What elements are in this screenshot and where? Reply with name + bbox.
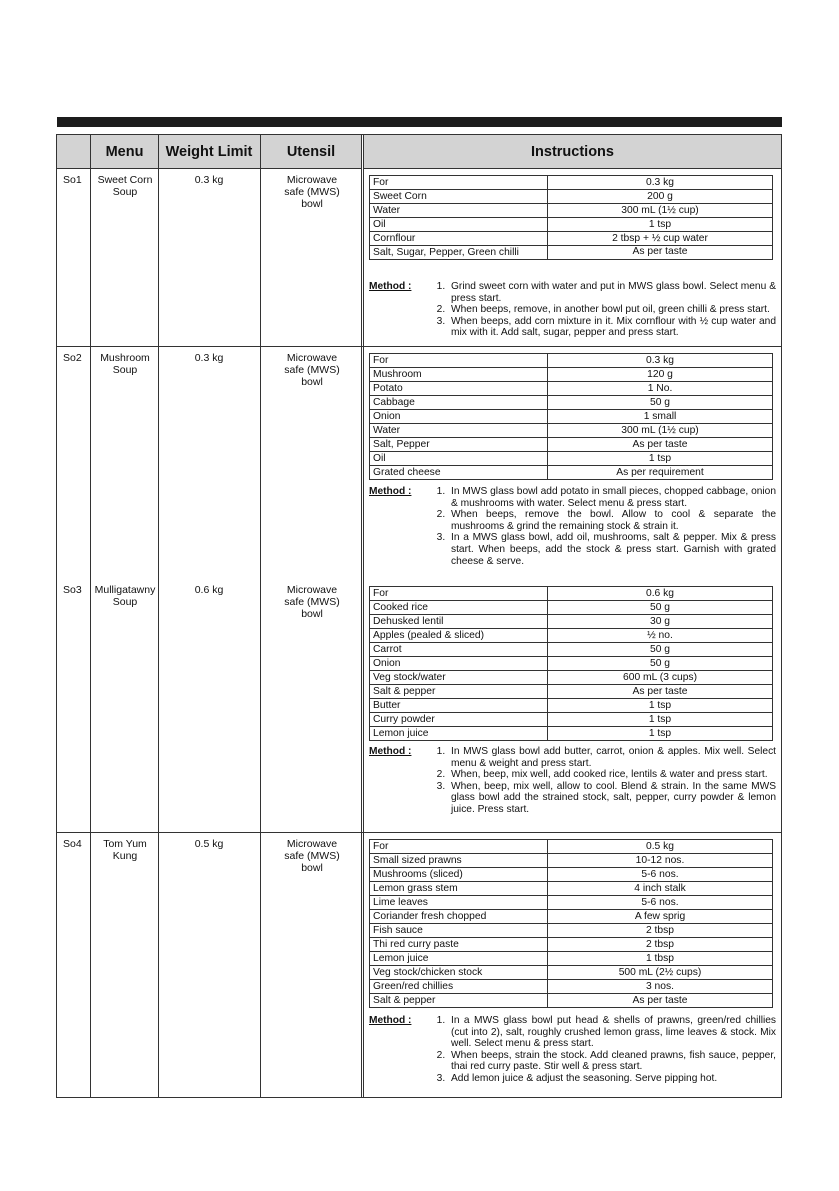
recipe-code: So2 <box>63 352 82 364</box>
ingredient-row <box>370 452 773 466</box>
ingredient-quantity: 1 tsp <box>548 452 773 466</box>
ingredient-name: For <box>370 354 548 368</box>
ingredient-name: Veg stock/water <box>370 671 548 685</box>
ingredient-quantity: 1 No. <box>548 382 773 396</box>
ingredient-quantity: 5-6 nos. <box>548 868 773 882</box>
recipe-code: So1 <box>63 174 82 186</box>
method-step: 2. When beeps, strain the stock. Add cleaned prawns, fish sauce, pepper, thai red curry paste. Stir well & press start. <box>448 1050 776 1073</box>
ingredient-quantity: As per taste <box>548 246 773 260</box>
ingredient-row <box>370 466 773 480</box>
ingredient-row <box>370 587 773 601</box>
method-step: 3. Add lemon juice & adjust the seasoning. Serve pipping hot. <box>448 1073 776 1085</box>
ingredient-row <box>370 896 773 910</box>
ingredient-quantity: 200 g <box>548 190 773 204</box>
ingredient-name: Mushroom <box>370 368 548 382</box>
recipe-name: Mulligatawny Soup <box>94 584 156 608</box>
ingredient-name: Lime leaves <box>370 896 548 910</box>
ingredient-name: Onion <box>370 410 548 424</box>
ingredient-quantity: 0.6 kg <box>548 587 773 601</box>
ingredient-name: Oil <box>370 452 548 466</box>
ingredient-name: Thi red curry paste <box>370 938 548 952</box>
ingredient-name: Coriander fresh chopped <box>370 910 548 924</box>
weight-limit: 0.6 kg <box>194 584 224 596</box>
method-step: 1. In a MWS glass bowl put head & shells of prawns, green/red chillies (cut into 2), salt, roughly crushed lemon grass, lime leaves & stock. Mix well. Select menu & press start. <box>448 1015 776 1050</box>
ingredient-quantity: As per taste <box>548 438 773 452</box>
ingredients-table <box>369 175 773 260</box>
ingredient-quantity: 3 nos. <box>548 980 773 994</box>
utensil: Microwave safe (MWS) bowl <box>284 584 340 620</box>
ingredient-name: Oil <box>370 218 548 232</box>
ingredient-row <box>370 424 773 438</box>
ingredient-row <box>370 713 773 727</box>
ingredient-row <box>370 671 773 685</box>
ingredient-quantity: 1 tsp <box>548 713 773 727</box>
ingredients-table <box>369 586 773 741</box>
ingredient-name: Green/red chillies <box>370 980 548 994</box>
ingredient-quantity: 1 tbsp <box>548 952 773 966</box>
column-divider <box>158 135 159 1097</box>
header-weight-limit: Weight Limit <box>158 135 260 169</box>
method-label: Method : <box>369 1015 412 1026</box>
ingredient-name: Potato <box>370 382 548 396</box>
method-step: 1. In MWS glass bowl add butter, carrot, onion & apples. Mix well. Select menu & weight and press start. <box>448 746 776 769</box>
ingredient-row <box>370 882 773 896</box>
ingredient-name: Lemon juice <box>370 727 548 741</box>
recipe-code: So3 <box>63 584 82 596</box>
row-divider <box>57 346 781 347</box>
utensil: Microwave safe (MWS) bowl <box>284 838 340 874</box>
utensil: Microwave safe (MWS) bowl <box>284 352 340 388</box>
ingredient-quantity: As per taste <box>548 685 773 699</box>
ingredient-quantity: As per taste <box>548 994 773 1008</box>
ingredient-name: Water <box>370 204 548 218</box>
weight-limit: 0.3 kg <box>194 174 224 186</box>
ingredient-row <box>370 924 773 938</box>
method-step: 2. When beeps, remove, in another bowl put oil, green chilli & press start. <box>448 304 776 316</box>
ingredient-row <box>370 176 773 190</box>
ingredient-name: Cooked rice <box>370 601 548 615</box>
ingredient-quantity: 0.3 kg <box>548 354 773 368</box>
ingredient-row <box>370 643 773 657</box>
ingredient-row <box>370 868 773 882</box>
ingredient-row <box>370 966 773 980</box>
ingredient-quantity: 2 tbsp <box>548 938 773 952</box>
ingredient-quantity: 1 tsp <box>548 699 773 713</box>
ingredient-quantity: 0.3 kg <box>548 176 773 190</box>
ingredient-quantity: 50 g <box>548 601 773 615</box>
ingredient-name: Small sized prawns <box>370 854 548 868</box>
ingredient-row <box>370 629 773 643</box>
ingredient-name: Cornflour <box>370 232 548 246</box>
ingredient-name: Sweet Corn <box>370 190 548 204</box>
ingredient-quantity: 5-6 nos. <box>548 896 773 910</box>
recipe-name: Tom Yum Kung <box>103 838 147 862</box>
recipe-name: Mushroom Soup <box>100 352 150 376</box>
ingredient-quantity: ½ no. <box>548 629 773 643</box>
ingredient-quantity: 0.5 kg <box>548 840 773 854</box>
ingredient-row <box>370 410 773 424</box>
ingredient-quantity: 500 mL (2½ cups) <box>548 966 773 980</box>
ingredient-quantity: 1 tsp <box>548 218 773 232</box>
method-label: Method : <box>369 746 412 757</box>
column-divider <box>90 135 91 1097</box>
ingredient-name: For <box>370 840 548 854</box>
header-code-cell <box>57 135 91 169</box>
method-step: 2. When, beep, mix well, add cooked rice, lentils & water and press start. <box>448 769 776 781</box>
ingredient-name: Curry powder <box>370 713 548 727</box>
ingredient-row <box>370 699 773 713</box>
ingredient-row <box>370 727 773 741</box>
ingredient-row <box>370 368 773 382</box>
ingredient-name: Cabbage <box>370 396 548 410</box>
ingredient-quantity: As per requirement <box>548 466 773 480</box>
ingredient-name: Onion <box>370 657 548 671</box>
method-step: 3. When beeps, add corn mixture in it. Mix cornflour with ½ cup water and mix with it. Add salt, sugar, pepper and press start. <box>448 316 776 339</box>
method-label: Method : <box>369 281 412 292</box>
ingredient-row <box>370 980 773 994</box>
ingredient-quantity: 4 inch stalk <box>548 882 773 896</box>
recipe-code: So4 <box>63 838 82 850</box>
ingredient-name: Apples (pealed & sliced) <box>370 629 548 643</box>
ingredient-row <box>370 952 773 966</box>
ingredient-row <box>370 685 773 699</box>
row-divider <box>57 832 781 833</box>
method-step: 2. When beeps, remove the bowl. Allow to cool & separate the mushrooms & grind the remaining stock & strain it. <box>448 509 776 532</box>
ingredient-row <box>370 438 773 452</box>
method-step: 3. When, beep, mix well, allow to cool. Blend & strain. In the same MWS glass bowl add the strained stock, salt, pepper, curry powder & lemon juice. Press start. <box>448 781 776 816</box>
recipe-table <box>56 134 782 1098</box>
column-divider <box>260 135 261 1097</box>
ingredient-quantity: 2 tbsp + ½ cup water <box>548 232 773 246</box>
ingredient-quantity: A few sprig <box>548 910 773 924</box>
ingredient-row <box>370 615 773 629</box>
column-divider <box>363 135 364 1097</box>
ingredient-name: Dehusked lentil <box>370 615 548 629</box>
ingredient-row <box>370 246 773 260</box>
ingredient-row <box>370 232 773 246</box>
ingredient-row <box>370 854 773 868</box>
ingredient-name: Butter <box>370 699 548 713</box>
ingredient-name: Water <box>370 424 548 438</box>
header-menu: Menu <box>91 135 158 169</box>
recipe-name: Sweet Corn Soup <box>97 174 153 198</box>
ingredient-quantity: 30 g <box>548 615 773 629</box>
ingredient-row <box>370 994 773 1008</box>
ingredient-row <box>370 657 773 671</box>
weight-limit: 0.3 kg <box>194 352 224 364</box>
ingredient-name: Grated cheese <box>370 466 548 480</box>
ingredient-quantity: 300 mL (1½ cup) <box>548 204 773 218</box>
ingredient-name: Lemon grass stem <box>370 882 548 896</box>
ingredient-row <box>370 354 773 368</box>
ingredient-quantity: 50 g <box>548 657 773 671</box>
ingredient-quantity: 1 tsp <box>548 727 773 741</box>
ingredient-row <box>370 840 773 854</box>
ingredients-table <box>369 839 773 1008</box>
ingredient-quantity: 2 tbsp <box>548 924 773 938</box>
column-divider <box>361 135 362 1097</box>
ingredient-name: Salt & pepper <box>370 994 548 1008</box>
ingredient-name: Salt, Pepper <box>370 438 548 452</box>
ingredient-name: Mushrooms (sliced) <box>370 868 548 882</box>
weight-limit: 0.5 kg <box>194 838 224 850</box>
ingredient-row <box>370 396 773 410</box>
ingredient-name: For <box>370 587 548 601</box>
ingredient-row <box>370 938 773 952</box>
method-step: 1. Grind sweet corn with water and put in MWS glass bowl. Select menu & press start. <box>448 281 776 304</box>
ingredients-table <box>369 353 773 480</box>
header-instructions: Instructions <box>364 135 781 169</box>
ingredient-quantity: 120 g <box>548 368 773 382</box>
ingredient-row <box>370 218 773 232</box>
ingredient-name: Salt, Sugar, Pepper, Green chilli <box>370 246 548 260</box>
header-utensil: Utensil <box>260 135 362 169</box>
ingredient-name: For <box>370 176 548 190</box>
ingredient-row <box>370 910 773 924</box>
ingredient-quantity: 1 small <box>548 410 773 424</box>
ingredient-quantity: 300 mL (1½ cup) <box>548 424 773 438</box>
ingredient-name: Fish sauce <box>370 924 548 938</box>
ingredient-row <box>370 190 773 204</box>
ingredient-name: Carrot <box>370 643 548 657</box>
ingredient-name: Salt & pepper <box>370 685 548 699</box>
top-rule <box>57 117 782 127</box>
ingredient-quantity: 50 g <box>548 396 773 410</box>
ingredient-quantity: 10-12 nos. <box>548 854 773 868</box>
ingredient-row <box>370 382 773 396</box>
utensil: Microwave safe (MWS) bowl <box>284 174 340 210</box>
ingredient-name: Lemon juice <box>370 952 548 966</box>
ingredient-row <box>370 601 773 615</box>
ingredient-name: Veg stock/chicken stock <box>370 966 548 980</box>
ingredient-quantity: 50 g <box>548 643 773 657</box>
ingredient-quantity: 600 mL (3 cups) <box>548 671 773 685</box>
ingredient-row <box>370 204 773 218</box>
method-step: 1. In MWS glass bowl add potato in small pieces, chopped cabbage, onion & mushrooms with water. Select menu & press start. <box>448 486 776 509</box>
method-step: 3. In a MWS glass bowl, add oil, mushrooms, salt & pepper. Mix & press start. When beeps, add the stock & press start. Garnish with grated cheese & serve. <box>448 532 776 567</box>
method-label: Method : <box>369 486 412 497</box>
